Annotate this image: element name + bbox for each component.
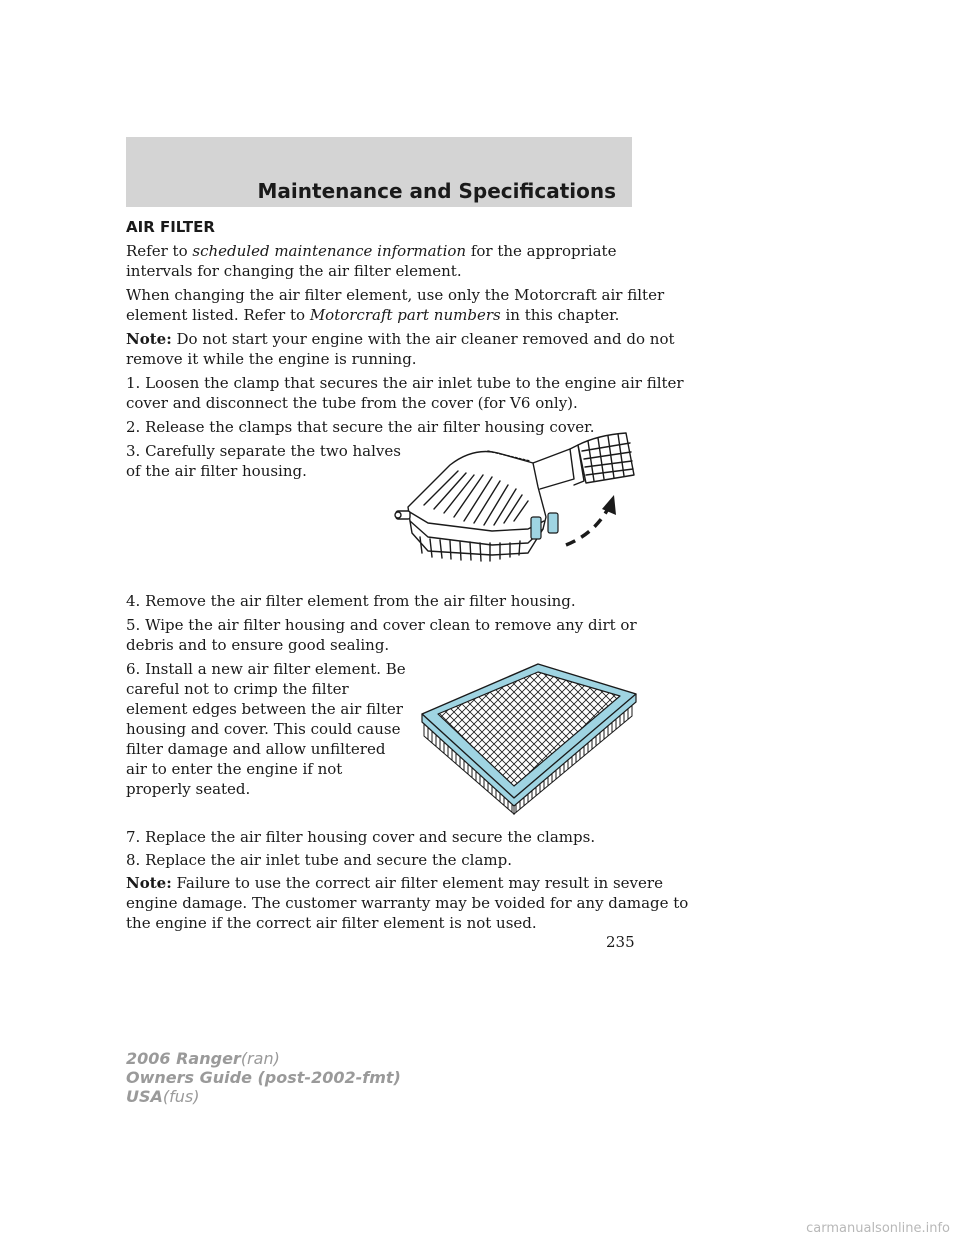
intro-p1-end: for the appropriate <box>466 242 617 260</box>
note-2-line3: the engine if the correct air filter element is not used. <box>126 914 537 932</box>
intro-paragraph-2 <box>126 285 665 325</box>
page-header-title: Maintenance and Specifications <box>257 179 616 203</box>
motorcraft-part-numbers-reference: Motorcraft part numbers <box>309 306 501 324</box>
step-1-line1: 1. Loosen the clamp that secures the air inlet tube to the engine air filter <box>126 374 684 392</box>
step-6-line: filter damage and allow unfiltered <box>126 740 386 758</box>
footer-market: USA <box>126 1087 163 1106</box>
step-7 <box>126 827 636 847</box>
step-8 <box>126 850 636 870</box>
step-6-line: air to enter the engine if not <box>126 760 343 778</box>
air-filter-element-illustration <box>418 660 640 820</box>
intro-paragraph-1 <box>126 241 636 281</box>
step-6-line: careful not to crimp the filter <box>126 680 349 698</box>
step-1-line2: cover and disconnect the tube from the cover (for V6 only). <box>126 394 578 412</box>
intro-p2-start: element listed. Refer to <box>126 306 310 324</box>
note-2-text: Failure to use the correct air filter element may result in severe <box>171 874 663 892</box>
step-4-text: 4. Remove the air filter element from the air filter housing. <box>126 592 576 610</box>
step-5 <box>126 615 636 655</box>
note-1 <box>126 329 675 369</box>
footer-market-code: (fus) <box>162 1087 200 1106</box>
footer-model-code: (ran) <box>240 1049 280 1068</box>
step-4 <box>126 591 636 611</box>
intro-p2-line1: When changing the air filter element, use only the Motorcraft air filter <box>126 286 665 304</box>
step-5-line1: 5. Wipe the air filter housing and cover clean to remove any dirt or <box>126 616 637 634</box>
footer-model: 2006 Ranger <box>126 1049 241 1068</box>
intro-p1-line2: intervals for changing the air filter element. <box>126 262 462 280</box>
step-3-line1: 3. Carefully separate the two halves <box>126 442 401 460</box>
note-2 <box>126 873 689 933</box>
intro-p1-start: Refer to <box>126 242 193 260</box>
step-2-text: 2. Release the clamps that secure the air filter housing cover. <box>126 418 595 436</box>
step-5-line2: debris and to ensure good sealing. <box>126 636 390 654</box>
page-number: 235 <box>606 933 635 951</box>
watermark: carmanualsonline.info <box>806 1221 950 1236</box>
section-heading: AIR FILTER <box>126 218 215 236</box>
step-6-line: 6. Install a new air filter element. Be <box>126 660 406 678</box>
step-6-line: properly seated. <box>126 780 251 798</box>
note-2-label: Note: <box>126 874 172 892</box>
step-6-line: housing and cover. This could cause <box>126 720 401 738</box>
header-band <box>126 137 632 207</box>
step-3 <box>126 441 401 481</box>
note-2-line2: engine damage. The customer warranty may be voided for any damage to <box>126 894 689 912</box>
air-filter-housing-illustration <box>388 425 638 575</box>
note-1-text: Do not start your engine with the air cleaner removed and do not <box>171 330 675 348</box>
step-8-text: 8. Replace the air inlet tube and secure the clamp. <box>126 851 513 869</box>
intro-p2-end: in this chapter. <box>500 306 620 324</box>
step-6-line: element edges between the air filter <box>126 700 403 718</box>
scheduled-maintenance-reference: scheduled maintenance information <box>192 242 467 260</box>
step-6 <box>126 659 406 799</box>
step-7-text: 7. Replace the air filter housing cover and secure the clamps. <box>126 828 596 846</box>
document-footer <box>126 1049 401 1106</box>
note-1-label: Note: <box>126 330 172 348</box>
step-3-line2: of the air filter housing. <box>126 462 307 480</box>
footer-guide: Owners Guide (post-2002-fmt) <box>126 1068 401 1087</box>
note-1-line2: remove it while the engine is running. <box>126 350 417 368</box>
step-1 <box>126 373 684 413</box>
